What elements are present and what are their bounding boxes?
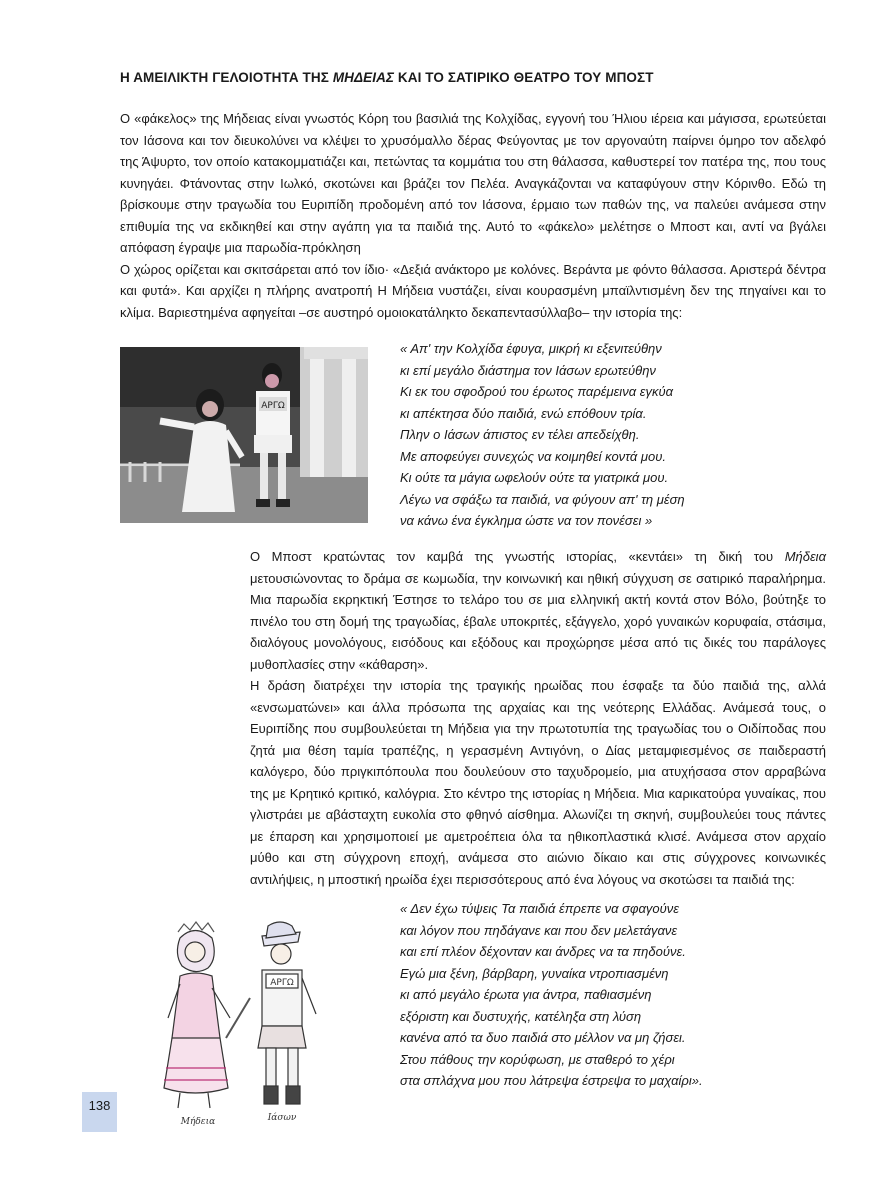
heading-italic: ΜΗΔΕΙΑΣ: [332, 70, 395, 85]
verse-line: « Δεν έχω τύψεις Τα παιδιά έπρεπε να σφαγούνε: [400, 901, 679, 916]
sketch-shield-text: ΑΡΓΩ: [270, 978, 294, 988]
intro-paragraph: Ο «φάκελος» της Μήδειας είναι γνωστός Κόρη του βασιλιά της Κολχίδας, εγγονή του Ήλιου ιέρεια και μάγισσα, ερωτεύεται τον Ιάσονα και τον διευκολύνει να κλέψει το χρυσόμαλλο δέρας Φεύγοντας με τον αργοναύτη παίρνει όμηρο τον αδελφό της Άψυρτο, τον οποίο κατακομματιάζει και, πετώντας τα κομμάτια του στη θάλασσα, καθυστερεί τον πατέρα της, που τους κυνηγάει. Φτάνοντας στην Ιωλκό, σκοτώνει και βράζει τον Πελέα. Αναγκάζονται να καταφύγουν στην Κόρινθο. Εδώ τη βρίσκουμε στην τραγωδία του Ευριπίδη προδομένη από τον Ιάσονα, έρμαιο των παθών της, να παλεύει ανάμεσα στην επιθυμία της να εκδικηθεί και στην αγάπη για τα παιδιά της. Αυτό το «φάκελο» μελέτησε ο Μποστ και, αντί να βγάλει απόφαση έγραψε μια παρωδία-πρόκληση: [120, 111, 826, 255]
verse-line: κανένα από τα δυο παιδιά στο μέλλον να μη ζήσει.: [400, 1030, 686, 1045]
sketch-caption-jason: Ιάσων: [267, 1113, 297, 1123]
main-text: [250, 546, 826, 890]
verse-line: και λόγον που πηδάγανε και που δεν μελετάγανε: [400, 922, 678, 938]
verse-line: κι επί μεγάλο διάστημα τον Ιάσων ερωτεύθην: [400, 362, 656, 378]
verse-line: Λέγω να σφάξω τα παιδιά, να φύγουν απ' τη μέση: [400, 491, 685, 507]
photo-shield-text: ΑΡΓΩ: [261, 401, 285, 411]
article-heading: [120, 70, 840, 85]
stage-photo: [120, 347, 368, 523]
verse-block-1: [400, 338, 820, 532]
main-paragraph-1-text: Ο Μποστ κρατώντας τον καμβά της γνωστής ιστορίας, «κεντάει» τη δική του: [250, 549, 785, 564]
page-number: 138: [82, 1092, 117, 1132]
heading-text: Η ΑΜΕΙΛΙΚΤΗ ΓΕΛΟΙΟΤΗΤΑ ΤΗΣ: [120, 70, 333, 85]
main-paragraph-1-text-end: μετουσιώνοντας το δράμα σε κωμωδία, την κοινωνική και ηθική σύγχυση σε σατιρικό παραλήρημα. Μια παρωδία εκρηκτική Έστησε το τελάρο του σε μια ελληνική ακτή κοντά στον Βόλο, βούτηξε το πινέλο του στη δομή της τραγωδίας, έβαλε υποκριτές, εξάγγελο, χορό γυναικών κορυφαία, στάσιμα, διαλόγους μονολόγους, εισόδους και εξόδους και προχώρησε μέσα από τις δικές του παράλογες μυθοπλασίες στην «κάθαρση».: [250, 570, 826, 672]
verse-line: στα σπλάχνα μου που λάτρεψα έστρεψα το μαχαίρι».: [400, 1073, 703, 1088]
verse-line: Εγώ μια ξένη, βάρβαρη, γυναίκα ντροπιασμένη: [400, 965, 669, 981]
verse-line: να κάνω ένα έγκλημα ώστε να τον πονέσει »: [400, 513, 653, 528]
intro-text: [120, 108, 826, 323]
verse-line: εξόριστη και δυστυχής, κατέληξα στη λύση: [400, 1008, 642, 1024]
sketch-caption-medea: Μήδεια: [180, 1117, 216, 1127]
verse-line: κι από μεγάλο έρωτα για άντρα, παθιασμένη: [400, 987, 652, 1002]
verse-block-2: [400, 898, 820, 1092]
verse-line: Στου πάθους την κορύφωση, με σταθερό το χέρι: [400, 1051, 675, 1067]
verse-line: Πλην ο Ιάσων άπιστος εν τέλει απεδείχθη.: [400, 427, 640, 442]
verse-line: κι απέκτησα δύο παιδιά, ενώ επόθουν τρία.: [400, 405, 647, 421]
verse-line: Κι ούτε τα μάγια ωφελούν ούτε τα γιατρικά μου.: [400, 470, 669, 485]
verse-line: Με αποφεύγει συνεχώς να κοιμηθεί κοντά μου.: [400, 448, 666, 464]
main-paragraph-2: Η δράση διατρέχει την ιστορία της τραγικής ηρωίδας που έσφαξε τα δύο παιδιά της, αλλά «ενσωματώνει» και άλλα πρόσωπα της αρχαίας και της νεότερης Ελλάδας. Ανάμεσά τους, ο Ευριπίδης που συμβουλεύεται τη Μήδεια για την πρωτοτυπία της τραγωδίας του ο Οιδίποδας που ζητά μια θέση ταμία τραπέζης, η γερασμένη Αντιγόνη, ο Δίας μεταμφιεσμένος σε παιδεραστή καλόγερο, δύο πριγκιπόπουλα που δουλεύουν στο ταχυδρομείο, μια ατυχήσασα στον αρραβώνα της με Κρητικό κριτικό, καλόγρια. Στο κέντρο της ιστορίας η Μήδεια. Μια καρικατούρα γυναίκας, που γλιστράει με αβάσταχτη ευκολία στο φθηνό αίσθημα. Αλωνίζει τη σκηνή, συμβουλεύει τους πάντες με έπαρση και χρησιμοποιεί με αμετροέπεια όλα τα ηθικοπλαστικά κλισέ. Ανάμεσα στον αρχαίο μύθο και στη σύγχρονη εποχή, ανάμεσα στο αιώνιο δίκαιο και στις σύγχρονες κοινωνικές αντιλήψεις, η μποστική ηρωίδα έχει περισσότερους από ένα λόγους να σκοτώσει τα παιδιά της:: [250, 678, 826, 887]
heading-text-end: ΚΑΙ ΤΟ ΣΑΤΙΡΙΚΟ ΘΕΑΤΡΟ ΤΟΥ ΜΠΟΣΤ: [394, 70, 654, 85]
verse-line: και επί πλέον δέχονταν και άνδρες να τα πηδούνε.: [400, 944, 686, 959]
verse-line: « Απ' την Κολχίδα έφυγα, μικρή κι εξενιτεύθην: [400, 341, 662, 356]
costume-sketch: [150, 918, 330, 1128]
main-paragraph-1: [250, 546, 826, 675]
intro-paragraph: Ο χώρος ορίζεται και σκιτσάρεται από τον ίδιο· «Δεξιά ανάκτορο με κολόνες. Βεράντα με φόντο θάλασσα. Αριστερά δέντρα και φυτά». Και αρχίζει η πλήρης ανατροπή Η Μήδεια νυστάζει, είναι κουρασμένη μπαϊλντισμένη δεν της πηγαίνει και το κλίμα. Βαριεστημένα αφηγείται –σε αυστηρό ομοιοκατάληκτο δεκαπεντασύλλαβο– την ιστορία της:: [120, 261, 826, 320]
play-title: Μήδεια: [784, 549, 826, 564]
verse-line: Κι εκ του σφοδρού του έρωτος παρέμεινα εγκύα: [400, 384, 673, 399]
